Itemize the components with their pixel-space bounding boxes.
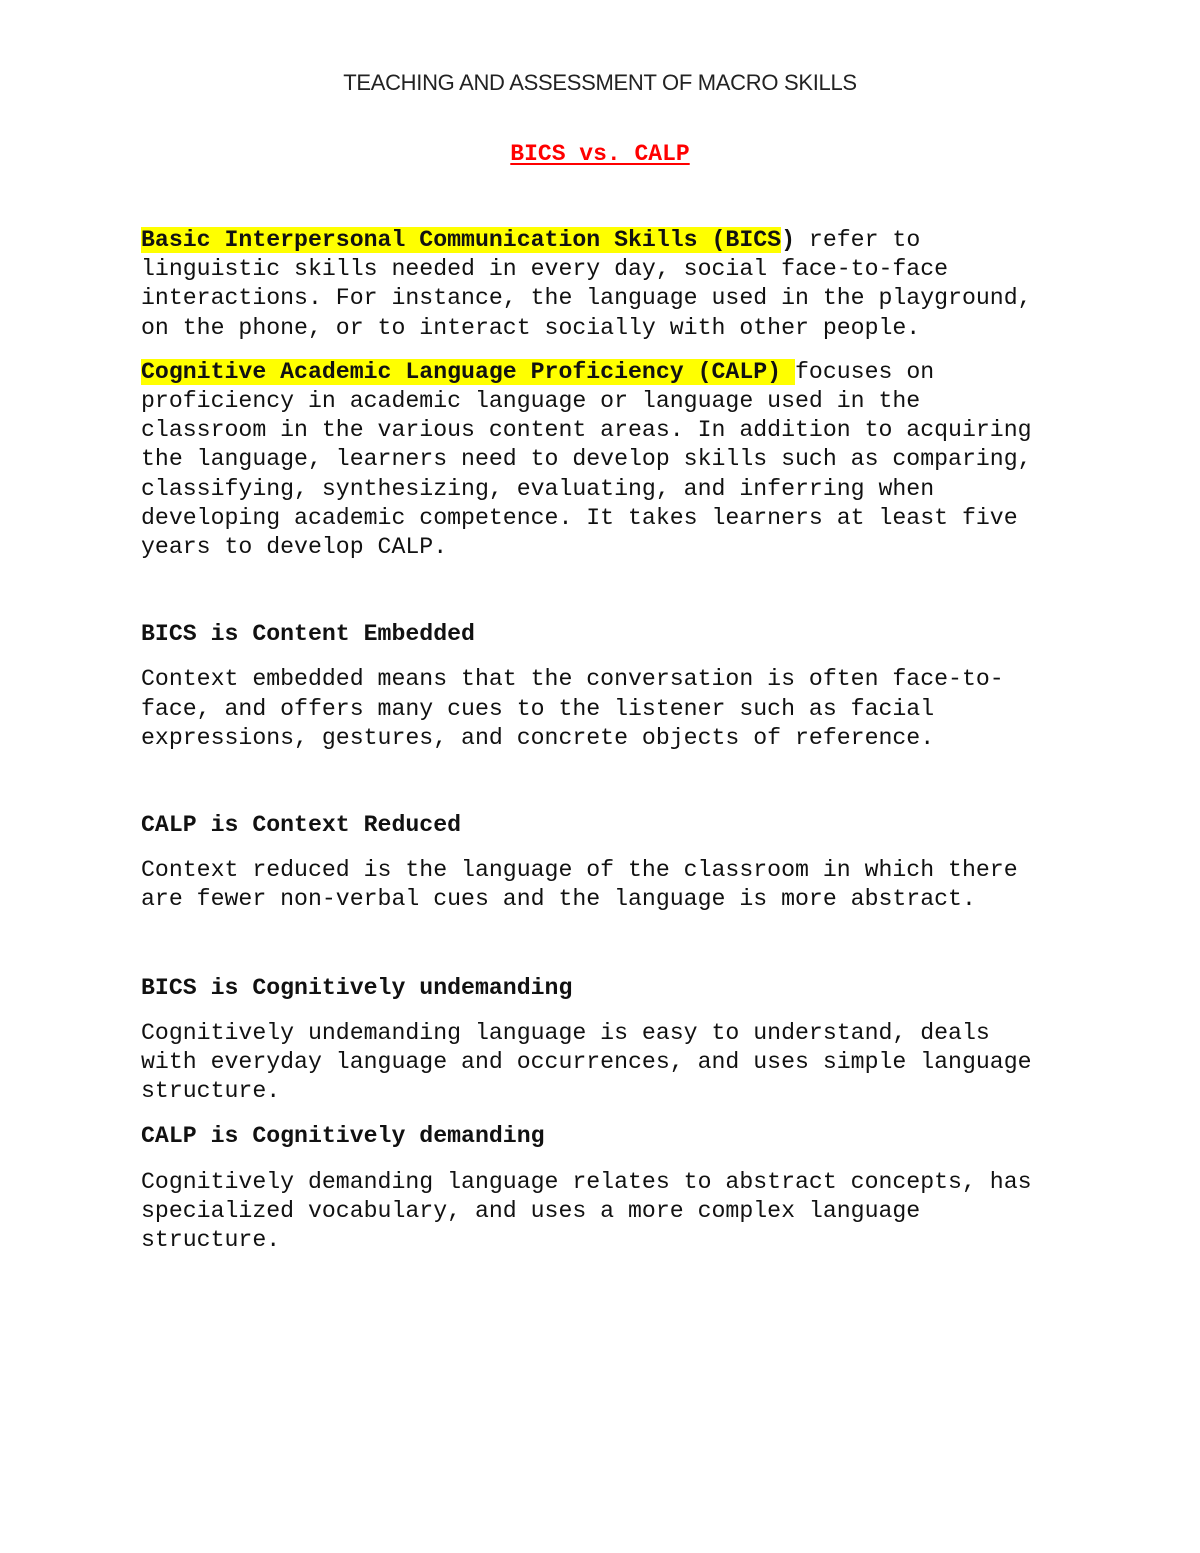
section-heading: BICS is Content Embedded: [141, 621, 475, 648]
highlighted-term-bics: Basic Interpersonal Communication Skills (BICS: [141, 227, 782, 253]
section-text: Context reduced is the language of the classroom in which there are fewer non-verbal cues and the language is more abstract.: [141, 857, 1018, 913]
document-title: BICS vs. CALP: [510, 141, 690, 167]
paragraph-text: focuses on proficiency in academic language or language used in the classroom in the various content areas. In addition to acquiring the language, learners need to develop skills such as comparing, classifying, synthesizing, evaluating, and inferring when developing academic competence. It takes learners at least five years to develop CALP.: [141, 358, 1032, 561]
section-heading: BICS is Cognitively undemanding: [141, 974, 573, 1001]
section-text: Cognitively undemanding language is easy to understand, deals with everyday language and occurrences, and uses simple language structure.: [141, 1019, 1032, 1105]
document-body: [141, 226, 1061, 1255]
section-heading: CALP is Context Reduced: [141, 812, 462, 839]
paragraph-bics-definition: [141, 226, 1061, 343]
section-heading: CALP is Cognitively demanding: [141, 1123, 545, 1150]
paragraph-text: refer to linguistic skills needed in every day, social face-to-face interactions. For instance, the language used in the playground, on the phone, or to interact socially with other people.: [141, 227, 1032, 341]
document-header: TEACHING AND ASSESSMENT OF MACRO SKILLS: [343, 70, 857, 95]
highlighted-term-calp: Cognitive Academic Language Proficiency (CALP): [141, 358, 795, 385]
term-closing-paren: ): [781, 227, 796, 253]
section-text: Context embedded means that the conversation is often face-to- face, and offers many cues to the listener such as facial expressions, gestures, and concrete objects of reference.: [141, 666, 1004, 751]
paragraph-calp-definition: [141, 358, 1061, 562]
section-text: Cognitively demanding language relates to abstract concepts, has specialized vocabulary, and uses a more complex language structure.: [141, 1168, 1032, 1254]
